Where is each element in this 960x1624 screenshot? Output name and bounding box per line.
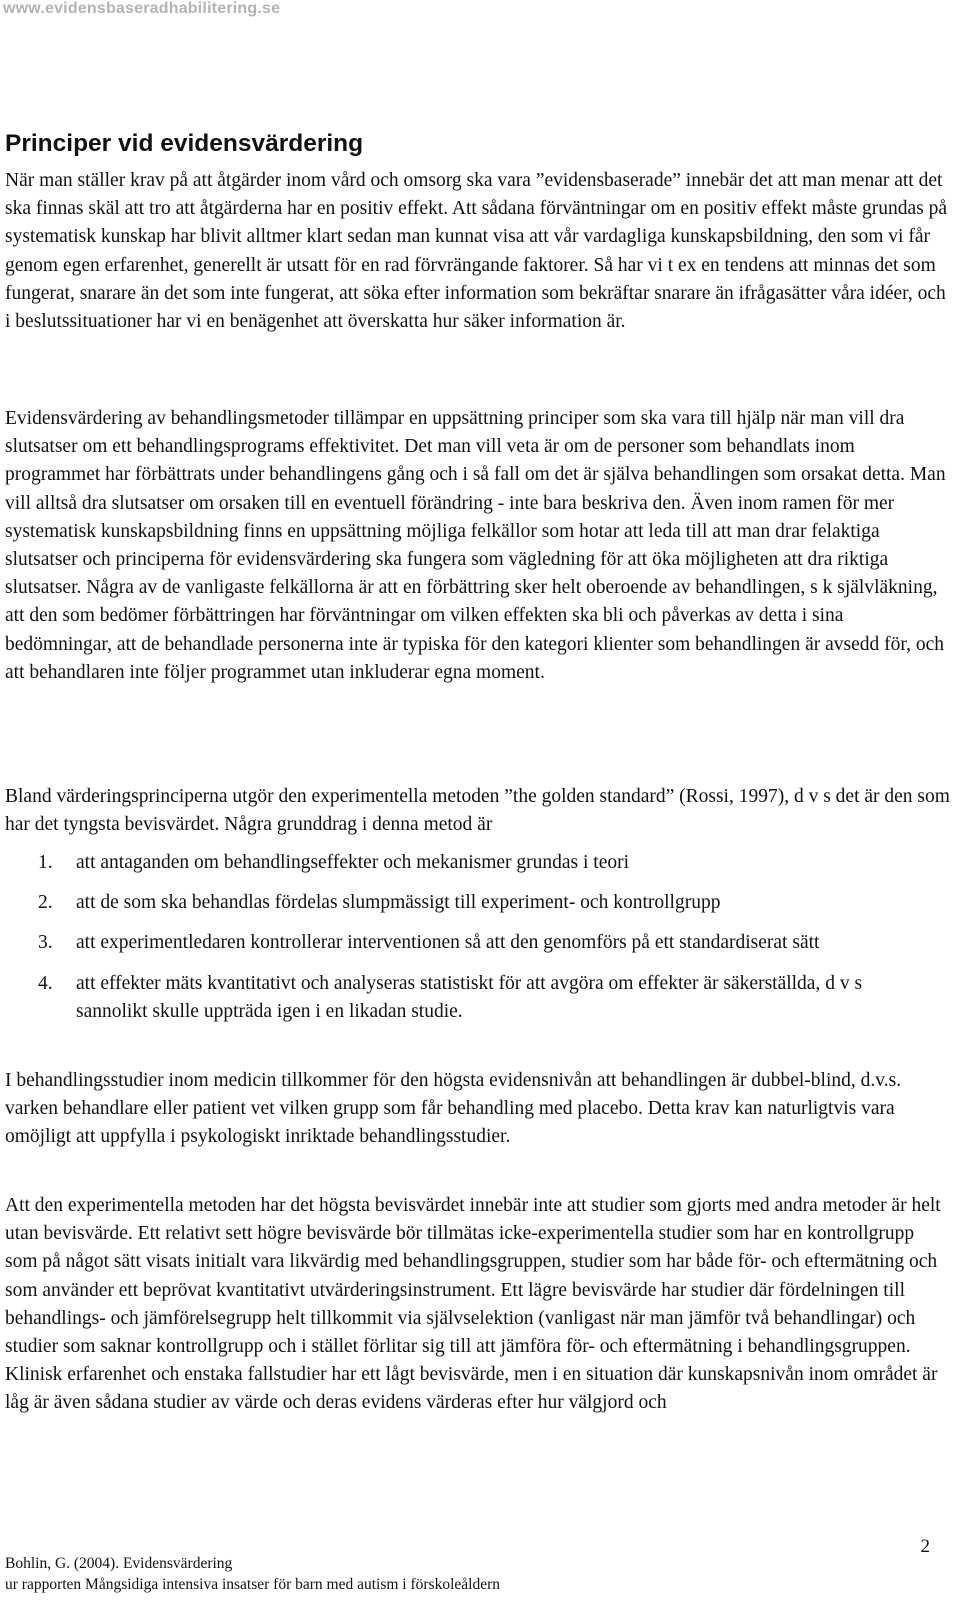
list-item-number: 4. <box>38 972 53 994</box>
list-item-text: att antaganden om behandlingseffekter och mekanismer grundas i teori <box>76 852 630 873</box>
list-item <box>0 849 930 877</box>
footer-report-title: ur rapporten Mångsidiga intensiva insatser för barn med autism i förskoleåldern <box>5 1576 501 1593</box>
list-item <box>0 929 930 957</box>
list-item-number: 2. <box>38 892 53 914</box>
paragraph-evidence-levels: Att den experimentella metoden har det högsta bevisvärdet innebär inte att studier som gjorts med andra metoder är helt utan bevisvärde. Ett relativt sett högre bevisvärde bör tillmätas icke-experimentella studier som har en kontrollgrupp som på något sätt visats initialt vara likvärdig med behandlingsgruppen, studier som har både för- och eftermätning och som använder ett beprövat kvantitativt utvärderingsinstrument. Ett lägre bevisvärde har studier där fördelningen till behandlings- och jämförelsegrupp helt tillkommit via självselektion (vanligast när man jämför två behandlingar) och studier som saknar kontrollgrupp och i stället förlitar sig till att jämföra för- och eftermätning i behandlingsgruppen. Klinisk erfarenhet och enstaka fallstudier har ett lågt bevisvärde, men i en situation där kunskapsnivån inom området är låg är även sådana studier av värde och deras evidens värderas efter hur välgjord och <box>5 1195 941 1414</box>
list-item-text: att effekter mäts kvantitativt och analyseras statistiskt för att avgöra om effekter är säkerställda, d v s sannolikt skulle uppträda igen i en likadan studie. <box>76 972 863 1022</box>
list-item-text: att de som ska behandlas fördelas slumpmässigt till experiment- och kontrollgrupp <box>76 892 721 914</box>
list-item-number: 1. <box>38 852 53 873</box>
list-item <box>0 889 930 917</box>
site-watermark: www.evidensbaseradhabilitering.se <box>3 0 281 17</box>
list-item <box>0 970 930 1026</box>
footer-citation: Bohlin, G. (2004). Evidensvärdering <box>5 1555 233 1572</box>
principles-list <box>0 849 930 1026</box>
paragraph-evidensvardering: Evidensvärdering av behandlingsmetoder tillämpar en uppsättning principer som ska vara till hjälp när man vill dra slutsatser om ett behandlingsprograms effektivitet. Det man vill veta är om de personer som behandlats inom programmet har förbättrats under behandlingens gång och i så fall om det är själva behandlingen som orsakat detta. Man vill alltså dra slutsatser om orsaken till en eventuell förändring - inte bara beskriva den. Även inom ramen för mer systematisk kunskapsbildning finns en uppsättning möjliga felkällor som hotar att leda till att man drar felaktiga slutsatser och principerna för evidensvärdering ska fungera som vägledning för att öka möjligheten att dra riktiga slutsatser. Några av de vanligaste felkällorna är att en förbättring sker helt oberoende av behandlingen, s k självläkning, att den som bedömer förbättringen har förväntningar om vilken effekten ska bli och påverkas av detta i sina bedömningar, att de behandlade personerna inte är typiska för den kategori klienter som behandlingen är avsedd för, och att behandlaren inte följer programmet utan inkluderar egna moment. <box>5 408 946 683</box>
list-item-text: att experimentledaren kontrollerar interventionen så att den genomförs på ett standardiserat sätt <box>76 932 820 954</box>
paragraph-experimental-method: Bland värderingsprinciperna utgör den experimentella metoden ”the golden standard” (Rossi, 1997), d v s det är den som har det tyngsta bevisvärdet. Några grunddrag i denna metod är <box>5 786 950 836</box>
paragraph-double-blind: I behandlingsstudier inom medicin tillkommer för den högsta evidensnivån att behandlingen är dubbel-blind, d.v.s. varken behandlare eller patient vet vilken grupp som får behandling med placebo. Detta krav kan naturligtvis vara omöjligt att uppfylla i psykologiskt inriktade behandlingsstudier. <box>5 1070 902 1148</box>
page-number: 2 <box>920 1536 930 1557</box>
page-title: Principer vid evidensvärdering <box>5 130 364 157</box>
paragraph-intro: När man ställer krav på att åtgärder inom vård och omsorg ska vara ”evidensbaserade” innebär det att man menar att det ska finnas skäl att tro att åtgärderna har en positiv effekt. Att sådana förväntningar om en positiv effekt måste grundas på systematisk kunskap har blivit alltmer klart sedan man kunnat visa att vår vardagliga kunskapsbildning, den som vi får genom egen erfarenhet, generellt är utsatt för en rad förvrängande faktorer. Så har vi t ex en tendens att minnas det som fungerat, snarare än det som inte fungerat, att söka efter information som bekräftar snarare än ifrågasätter våra idéer, och i beslutssituationer har vi en benägenhet att överskatta hur säker information är. <box>5 170 948 333</box>
list-item-number: 3. <box>38 932 53 954</box>
